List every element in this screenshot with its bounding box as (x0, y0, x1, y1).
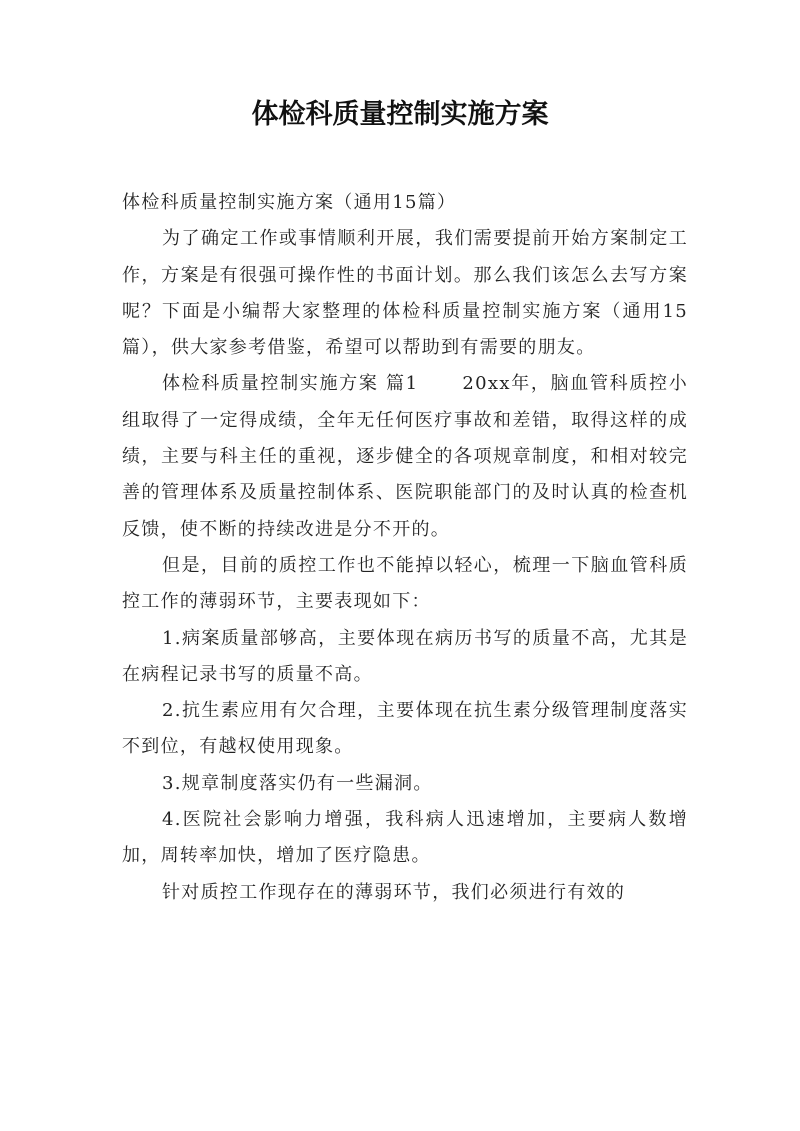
section-heading: 体检科质量控制实施方案 篇1 (162, 373, 419, 395)
section-paragraph (122, 366, 688, 547)
list-item: 4.医院社会影响力增强，我科病人迅速增加，主要病人数增加，周转率加快，增加了医疗隐患。 (122, 809, 688, 867)
intro-paragraph: 为了确定工作或事情顺利开展，我们需要提前开始方案制定工作，方案是有很强可操作性的书面计划。那么我们该怎么去写方案呢？下面是小编帮大家整理的体检科质量控制实施方案（通用15篇），供大家参考借鉴，希望可以帮助到有需要的朋友。 (122, 228, 688, 359)
document-subtitle: 体检科质量控制实施方案（通用15篇） (122, 192, 457, 213)
list-item: 2.抗生素应用有欠合理，主要体现在抗生素分级管理制度落实不到位，有越权使用现象。 (122, 700, 688, 758)
closing-paragraph: 针对质控工作现存在的薄弱环节，我们必须进行有效的 (162, 881, 626, 903)
section-lead-text: 20xx年，脑血管科质控小组取得了一定得成绩，全年无任何医疗事故和差错，取得这样的成绩，主要与科主任的重视，逐步健全的各项规章制度，和相对较完善的管理体系及质量控制体系、医院职能部门的及时认真的检查机反馈，使不断的持续改进是分不开的。 (122, 373, 688, 540)
problems-paragraph: 但是，目前的质控工作也不能掉以轻心，梳理一下脑血管科质控工作的薄弱环节，主要表现如下： (122, 554, 688, 613)
list-item: 3.规章制度落实仍有一些漏洞。 (162, 772, 433, 794)
list-item: 1.病案质量部够高，主要体现在病历书写的质量不高，尤其是在病程记录书写的质量不高。 (122, 627, 688, 685)
document-body (122, 185, 688, 911)
document-title: 体检科质量控制实施方案 (251, 99, 549, 130)
